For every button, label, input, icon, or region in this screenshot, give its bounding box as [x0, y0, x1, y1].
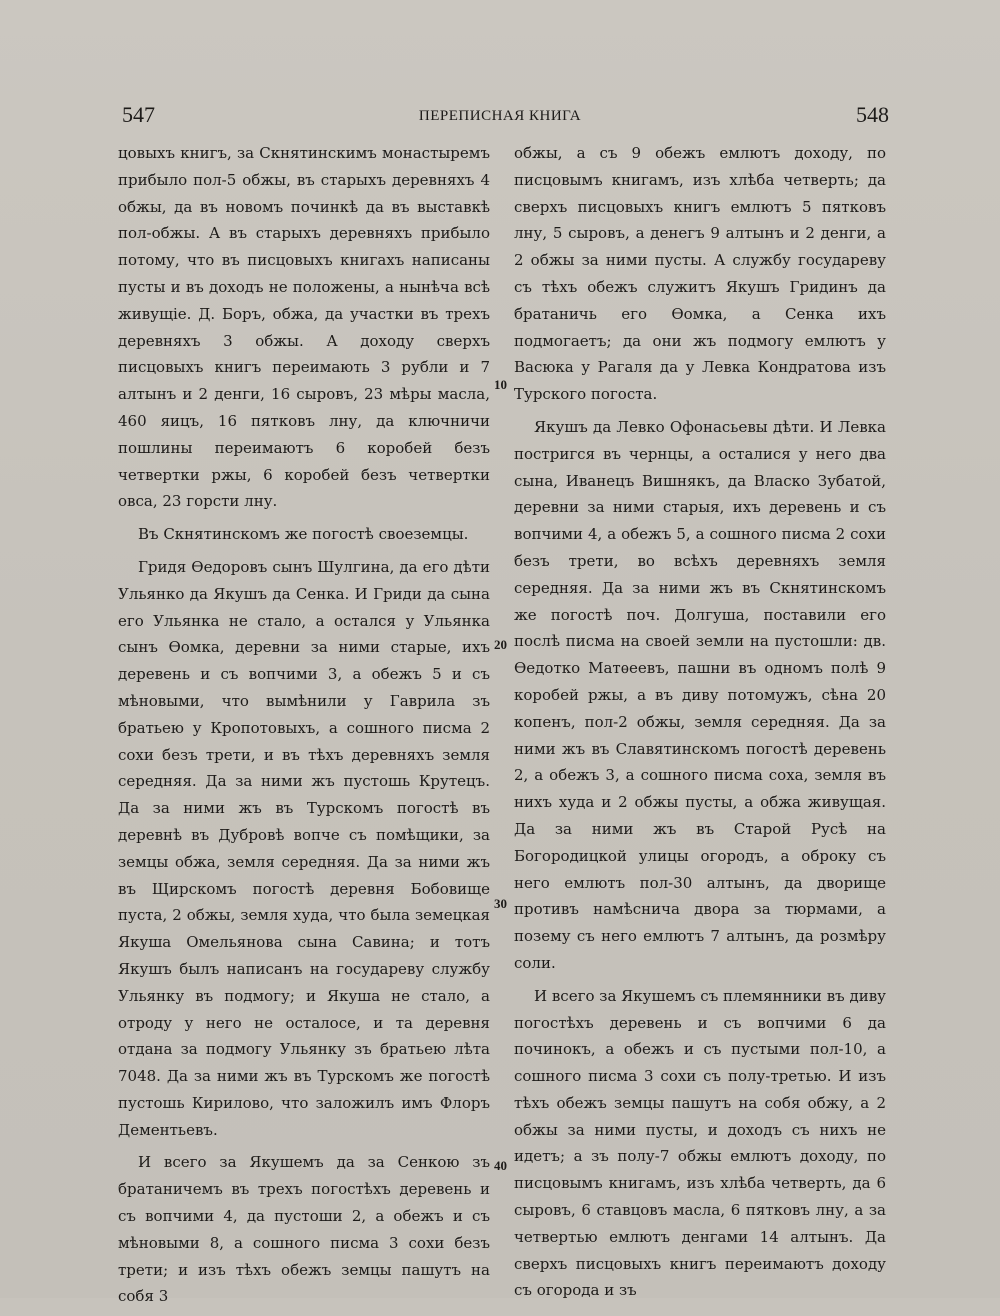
paragraph: И всего за Якушемъ съ племянники въ диву погостѣхъ деревень и съ вопчими 6 да починокъ, а обежъ и съ пустыми пол-10, а сошного писма 3 сохи съ полу-третью. И изъ тѣхъ обежъ земцы пашутъ на собя обжу, а 2 обжы за ними пусты, и доходъ съ нихъ не идетъ; а зъ полу-7 обжы емлютъ доходу, по писцовымъ книгамъ, изъ хлѣба четверть, да 6 сыровъ, 6 ставцовъ масла, 6 пятковъ лну, а за четвертью емлютъ денгами 14 алтынъ. Да сверхъ писцовыхъ книгъ переимаютъ доходу съ огорода и зъ [514, 986, 886, 1300]
line-number-20: 20 [494, 637, 507, 652]
paragraph: И всего за Якушемъ да за Сенкою зъ братаничемъ въ трехъ погостѣхъ деревень и съ вопчими 4, да пустоши 2, а обежъ и съ мѣновыми 8, а сошного писма 3 сохи безъ трети; и изъ тѣхъ обежъ земцы пашутъ на собя 3 [118, 1153, 490, 1306]
line-number-40: 40 [494, 1158, 507, 1173]
right-column [514, 140, 886, 1310]
paragraph: Якушъ да Левко Офонасьевы дѣти. И Левка постригся въ чернцы, а осталися у него два сына, Иванецъ Вишнякъ, да Власко Зубатой, деревни за ними старыя, ихъ деревень и съ вопчими 4, а обежъ 5, а сошного писма 2 сохи безъ трети, во всѣхъ деревняхъ земля середняя. Да за ними жъ въ Скнятинскомъ же погостѣ поч. Долгуша, поставили его послѣ писма на своей земли на пустошли: дв. Ѳедотко Матѳеевъ, пашни въ одномъ полѣ 9 коробей ржы, а въ диву потомужъ, сѣна 20 копенъ, пол-2 обжы, земля середняя. Да за ними жъ въ Славятинскомъ погостѣ деревень 2, а обежъ 3, а сошного писма соха, земля въ нихъ худа и 2 обжы пусты, а обжа живущая. Да за ними жъ въ Старой Русѣ на Богородицкой улицы огородъ, а оброку съ него емлютъ пол-30 алтынъ, да дворище противъ намѣснича двора за тюрмами, а позему съ него емлютъ 7 алтынъ, да розмѣру соли. [514, 417, 886, 972]
page-number-right: 548 [856, 102, 889, 127]
paragraph: обжы, а съ 9 обежъ емлютъ доходу, по писцовымъ книгамъ, изъ хлѣба четверть; да сверхъ писцовыхъ книгъ емлютъ 5 пятковъ лну, 5 сыровъ, а денегъ 9 алтынъ и 2 денги, а 2 обжы за ними пусты. А службу государеву съ тѣхъ обежъ служитъ Якушъ Гридинъ да братаничь его Ѳомка, а Сенка ихъ подмогаетъ; да они жъ подмогу емлютъ у Васюка у Рагаля да у Левка Кондратова изъ Турского погоста. [514, 144, 886, 404]
left-column [118, 140, 490, 1316]
paragraph: Въ Скнятинскомъ же погостѣ своеземцы. [138, 525, 469, 544]
running-title: ПЕРЕПИСНАЯ КНИГА [418, 108, 582, 124]
paragraph: Гридя Ѳедоровъ сынъ Шулгина, да его дѣти Ульянко да Якушъ да Сенка. И Гриди да сына его Ульянка не стало, а остался у Ульянка сынъ Ѳомка, деревни за ними старые, ихъ деревень и съ вопчими 3, а обежъ 5 и съ мѣновыми, что вымѣнили у Гаврила зъ братьею у Кропотовыхъ, а сошного писма 2 сохи безъ трети, и въ тѣхъ деревняхъ земля середняя. Да за ними жъ пустошь Крутецъ. Да за ними жъ въ Турскомъ погостѣ въ деревнѣ въ Дубровѣ вопче съ помѣщики, за земцы обжа, земля середняя. Да за ними жъ въ Щирскомъ погостѣ деревня Бобовище пуста, 2 обжы, земля худа, что была земецкая Якуша Омельянова сына Савина; и тотъ Якушъ былъ написанъ на государеву службу Ульянку въ подмогу; и Якуша не стало, а отроду у него не осталосе, и та деревня отдана за подмогу Ульянку зъ братьею лѣта 7048. Да за ними жъ въ Турскомъ же погостѣ пустошь Кирилово, что заложилъ имъ Флоръ Дементьевъ. [118, 557, 490, 1139]
page-header [0, 100, 1000, 136]
line-number-30: 30 [494, 896, 507, 911]
line-number-10: 10 [494, 377, 507, 392]
page-number-left: 547 [122, 102, 155, 127]
paragraph: цовыхъ книгъ, за Скнятинскимъ монастыремъ прибыло пол-5 обжы, въ старыхъ деревняхъ 4 обжы, да въ новомъ починкѣ да въ выставкѣ пол-обжы. А въ старыхъ деревняхъ прибыло потому, что въ писцовыхъ книгахъ написаны пусты и въ доходъ не положены, а нынѣча всѣ живущіе. Д. Боръ, обжа, да участки въ трехъ деревняхъ 3 обжы. А доходу сверхъ писцовыхъ книгъ переимають 3 рубли и 7 алтынъ и 2 денги, 16 сыровъ, 23 мѣры масла, 460 яицъ, 16 пятковъ лну, да ключничи пошлины переимаютъ 6 коробей безъ четвертки ржы, 6 коробей безъ четвертки овса, 23 горсти лну. [118, 144, 490, 511]
